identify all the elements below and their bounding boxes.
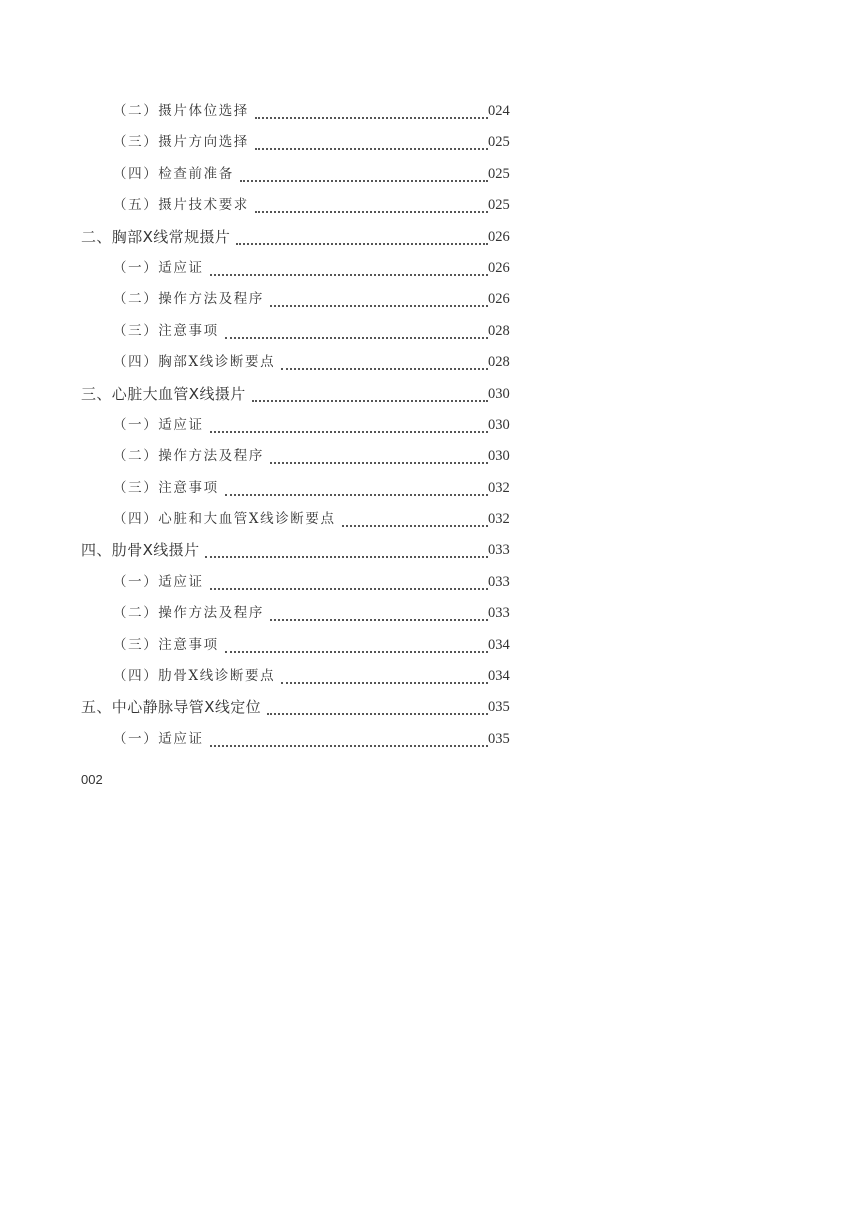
- toc-entry-page: 034: [488, 636, 510, 653]
- toc-entry[interactable]: [0, 316, 867, 347]
- toc-entry-title: （四）心脏和大血管X线诊断要点: [113, 511, 336, 528]
- toc-entry-page: 033: [488, 542, 510, 559]
- toc-entry-page: 025: [488, 165, 510, 182]
- toc-entry-title: （三）注意事项: [113, 479, 219, 496]
- dot-leader: [255, 148, 488, 150]
- toc-entry[interactable]: [0, 567, 867, 598]
- toc-entry[interactable]: [0, 473, 867, 504]
- page-number: 002: [81, 772, 103, 787]
- toc-entry-page: 030: [488, 385, 510, 402]
- toc-entry-page: 034: [488, 668, 510, 685]
- toc-entry-page: 033: [488, 605, 510, 622]
- toc-entry-title: （二）操作方法及程序: [113, 291, 264, 308]
- toc-entry[interactable]: [0, 441, 867, 472]
- dot-leader: [240, 180, 488, 182]
- toc-entry-title: 三、心脏大血管X线摄片: [81, 384, 246, 403]
- toc-entry[interactable]: [0, 504, 867, 535]
- dot-leader: [225, 651, 488, 653]
- toc-entry-title: （二）操作方法及程序: [113, 605, 264, 622]
- dot-leader: [342, 525, 488, 527]
- toc-entry[interactable]: [0, 253, 867, 284]
- toc-entry-page: 026: [488, 259, 510, 276]
- toc-entry-page: 026: [488, 228, 510, 245]
- toc-entry[interactable]: [0, 222, 867, 253]
- toc-entry-page: 028: [488, 322, 510, 339]
- toc-entry[interactable]: [0, 630, 867, 661]
- toc-entry-page: 035: [488, 730, 510, 747]
- toc-entry-page: 028: [488, 354, 510, 371]
- toc-entry-page: 033: [488, 573, 510, 590]
- toc-entry[interactable]: [0, 347, 867, 378]
- toc-entry[interactable]: [0, 598, 867, 629]
- dot-leader: [225, 337, 488, 339]
- toc-entry-page: 026: [488, 291, 510, 308]
- toc-entry-title: （二）摄片体位选择: [113, 103, 249, 119]
- dot-leader: [236, 243, 488, 245]
- toc-entry-page: 035: [488, 699, 510, 716]
- toc-entry-title: 二、胸部X线常规摄片: [81, 227, 231, 246]
- dot-leader: [210, 745, 488, 747]
- dot-leader: [281, 368, 488, 370]
- dot-leader: [255, 211, 488, 213]
- toc-entry-title: （四）肋骨X线诊断要点: [113, 668, 276, 685]
- toc-entry[interactable]: [0, 159, 867, 190]
- dot-leader: [255, 117, 488, 119]
- toc-entry-page: 030: [488, 416, 510, 433]
- dot-leader: [270, 305, 488, 307]
- toc-entry-title: （三）注意事项: [113, 636, 219, 653]
- toc-entry-title: （一）适应证: [113, 730, 204, 747]
- toc-entry-page: 024: [488, 103, 510, 119]
- toc-entry[interactable]: [0, 379, 867, 410]
- toc-entry-title: （四）胸部X线诊断要点: [113, 354, 276, 371]
- toc-entry[interactable]: [0, 190, 867, 221]
- toc-entry[interactable]: [0, 692, 867, 723]
- dot-leader: [267, 713, 488, 715]
- toc-entry-page: 025: [488, 134, 510, 151]
- toc-entry-title: （三）摄片方向选择: [113, 134, 249, 151]
- toc-entry-page: 032: [488, 479, 510, 496]
- toc-entry-title: （五）摄片技术要求: [113, 197, 249, 214]
- table-of-contents: [0, 96, 867, 755]
- dot-leader: [210, 431, 488, 433]
- dot-leader: [210, 274, 488, 276]
- toc-entry-page: 032: [488, 511, 510, 528]
- toc-entry-title: （三）注意事项: [113, 322, 219, 339]
- dot-leader: [270, 619, 488, 621]
- toc-entry-title: （四）检查前准备: [113, 165, 234, 182]
- toc-entry[interactable]: [0, 284, 867, 315]
- toc-entry[interactable]: [0, 127, 867, 158]
- toc-entry[interactable]: [0, 661, 867, 692]
- dot-leader: [205, 556, 488, 558]
- dot-leader: [210, 588, 488, 590]
- toc-entry-title: 五、中心静脉导管X线定位: [81, 698, 262, 717]
- toc-entry-title: （一）适应证: [113, 573, 204, 590]
- toc-entry-title: 四、肋骨X线摄片: [81, 541, 200, 560]
- toc-entry[interactable]: [0, 724, 867, 755]
- toc-entry-page: 025: [488, 197, 510, 214]
- toc-entry[interactable]: [0, 96, 867, 127]
- dot-leader: [225, 494, 488, 496]
- toc-entry-title: （一）适应证: [113, 416, 204, 433]
- dot-leader: [252, 400, 488, 402]
- toc-entry-page: 030: [488, 448, 510, 465]
- toc-entry-title: （二）操作方法及程序: [113, 448, 264, 465]
- toc-entry[interactable]: [0, 535, 867, 566]
- dot-leader: [281, 682, 488, 684]
- toc-entry-title: （一）适应证: [113, 259, 204, 276]
- dot-leader: [270, 462, 488, 464]
- toc-entry[interactable]: [0, 410, 867, 441]
